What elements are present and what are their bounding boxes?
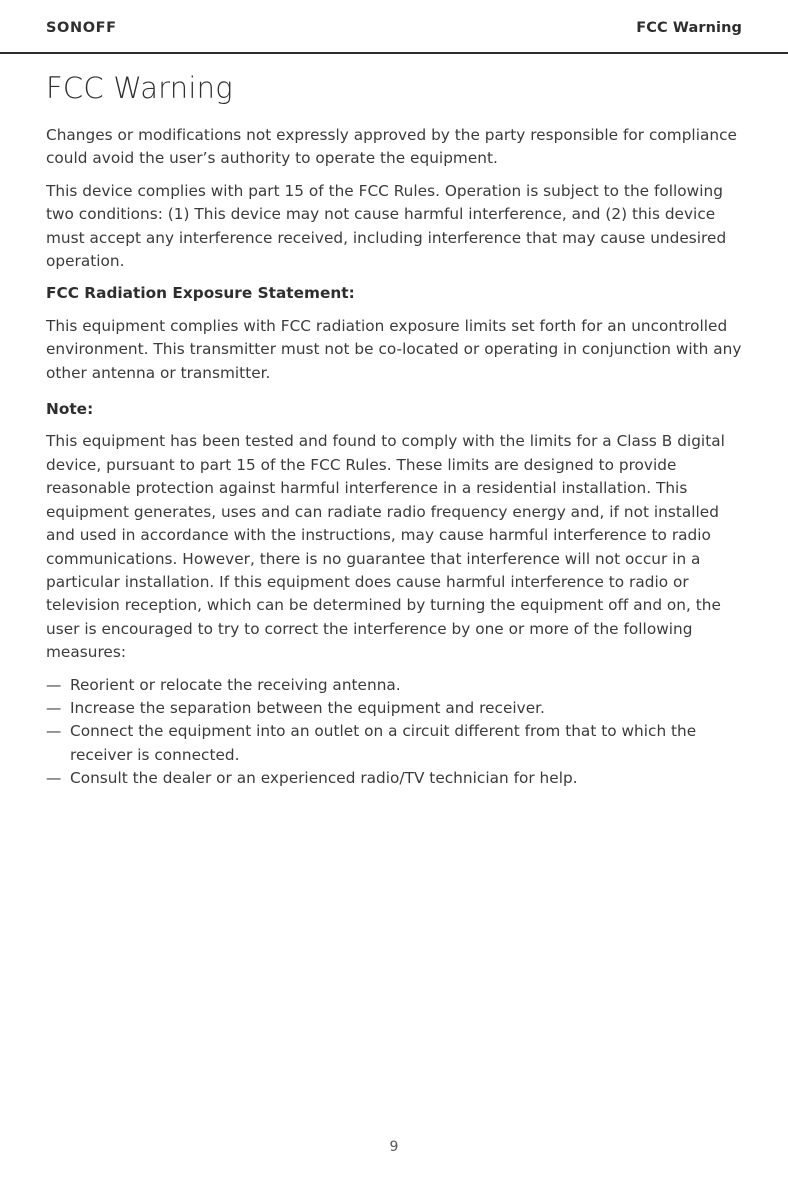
list-item xyxy=(46,674,744,697)
list-item xyxy=(46,697,744,720)
em-dash-bullet: — xyxy=(46,722,62,741)
list-item-label: Connect the equipment into an outlet on a circuit different from that to which the receiver is connected. xyxy=(70,722,697,764)
heading-radiation-exposure-statement: FCC Radiation Exposure Statement: xyxy=(46,284,355,303)
page-number: 9 xyxy=(389,1139,399,1155)
em-dash-bullet: — xyxy=(46,675,62,694)
paragraph-radiation-exposure: This equipment complies with FCC radiation exposure limits set forth for an uncontrolled environment. This transmitter must not be co-located or operating in conjunction with any other antenna or transmitter. xyxy=(46,316,742,382)
header-divider-rule xyxy=(0,52,788,54)
list-item xyxy=(46,767,744,790)
list-item-label: Consult the dealer or an experienced radio/TV technician for help. xyxy=(70,769,578,788)
list-item-label: Increase the separation between the equipment and receiver. xyxy=(70,698,545,717)
paragraph-part15-compliance: This device complies with part 15 of the FCC Rules. Operation is subject to the following two conditions: (1) This device may not cause harmful interference, and (2) this device must accept any interference received, including interference that may cause undesired operation. xyxy=(46,181,727,271)
page-footer xyxy=(0,1136,788,1156)
page-title: FCC Warning xyxy=(46,71,233,105)
paragraph-class-b-note: This equipment has been tested and found to comply with the limits for a Class B digital device, pursuant to part 15 of the FCC Rules. These limits are designed to provide reasonable protection against harmful interference in a residential installation. This equipment generates, uses and can radiate radio frequency energy and, if not installed and used in accordance with the instructions, may cause harmful interference to radio communications. However, there is no guarantee that interference will not occur in a particular installation. If this equipment does cause harmful interference to radio or television reception, which can be determined by turning the equipment off and on, the user is encouraged to try to correct the interference by one or more of the following measures: xyxy=(46,432,725,662)
heading-note: Note: xyxy=(46,400,94,419)
corrective-measures-list xyxy=(46,674,744,791)
em-dash-bullet: — xyxy=(46,769,62,788)
paragraph-modifications-notice: Changes or modifications not expressly approved by the party responsible for compliance could avoid the user’s authority to operate the equipment. xyxy=(46,126,737,168)
list-item xyxy=(46,720,744,767)
header-section-title: FCC Warning xyxy=(636,20,742,36)
page-content xyxy=(46,70,744,791)
list-item-label: Reorient or relocate the receiving antenna. xyxy=(70,675,401,694)
em-dash-bullet: — xyxy=(46,698,62,717)
running-header xyxy=(0,18,788,54)
header-brand: SONOFF xyxy=(46,20,117,36)
